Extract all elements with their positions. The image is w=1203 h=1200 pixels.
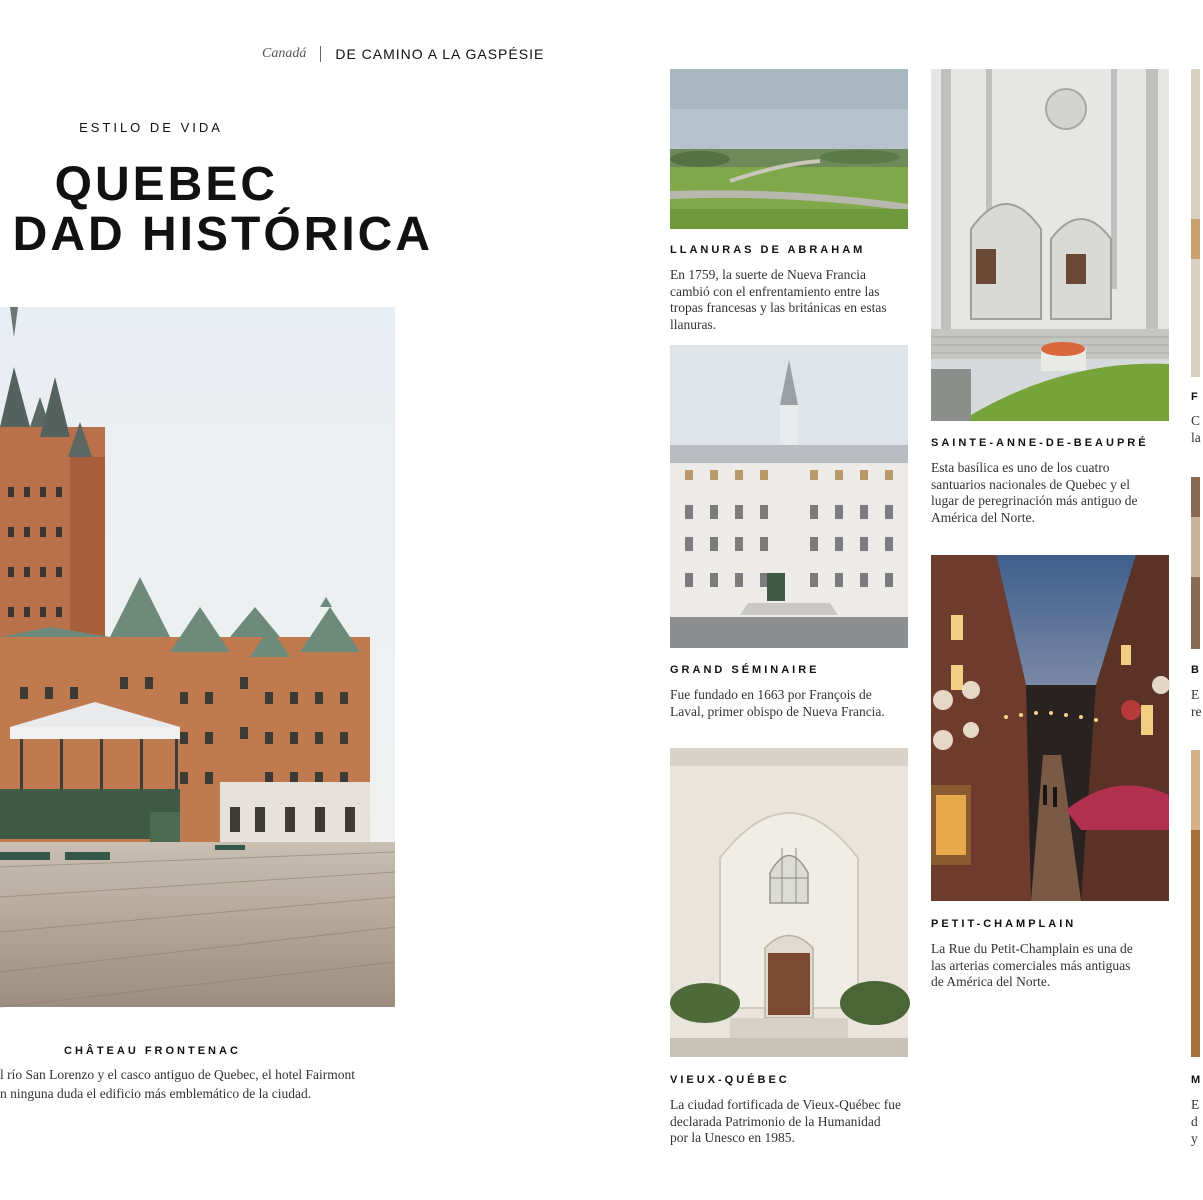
vieux-quebec-photo <box>670 748 908 1057</box>
feature-text-llanuras: En 1759, la suerte de Nueva Francia cambió con el enfrentamiento entre las tropas francesas y las británicas en estas llanuras. <box>670 267 887 332</box>
edge-item-3-line1: E <box>1191 1097 1200 1112</box>
sainte-anne-de-beaupre-photo <box>931 69 1169 421</box>
running-header <box>262 44 544 64</box>
edge-photo-1 <box>1191 69 1200 377</box>
edge-photo-3 <box>1191 750 1200 1057</box>
headline-line-1: QUEBEC <box>54 158 278 211</box>
feature-text-petit-champlain: La Rue du Petit-Champlain es una de las arterias comerciales más antiguas de América del Norte. <box>931 941 1133 989</box>
feature-text-vieux-quebec: La ciudad fortificada de Vieux-Québec fue declarada Patrimonio de la Humanidad por la Unesco en 1985. <box>670 1097 901 1145</box>
petit-champlain-photo <box>931 555 1169 901</box>
section-label: Canadá <box>262 46 307 61</box>
feature-text-chateau-frontenac-line2: n ninguna duda el edificio más emblemático de la ciudad. <box>0 1086 312 1101</box>
grand-seminaire-photo <box>670 345 908 648</box>
edge-item-1-title: F <box>1191 391 1201 403</box>
edge-item-3-line3: y <box>1191 1131 1198 1146</box>
header-divider <box>320 46 321 62</box>
feature-title-petit-champlain: PETIT-CHAMPLAIN <box>931 918 1077 930</box>
edge-item-2-line2: re <box>1191 704 1202 719</box>
edge-item-1-line1: C <box>1191 413 1201 428</box>
feature-title-grand-seminaire: GRAND SÉMINAIRE <box>670 664 820 676</box>
article-kicker: ESTILO DE VIDA <box>79 120 223 135</box>
header-title: DE CAMINO A LA GASPÉSIE <box>335 46 545 62</box>
llanuras-de-abraham-photo <box>670 69 908 229</box>
chateau-frontenac-photo <box>0 307 395 1007</box>
edge-item-2-line1: E <box>1191 687 1200 702</box>
feature-text-chateau-frontenac-line1: l río San Lorenzo y el casco antiguo de Quebec, el hotel Fairmont <box>0 1067 356 1082</box>
edge-item-3-title: M <box>1191 1074 1203 1086</box>
article-headline <box>0 160 433 260</box>
edge-photo-2 <box>1191 477 1200 649</box>
edge-item-3-line2: d <box>1191 1114 1198 1129</box>
edge-item-1-line2: la <box>1191 430 1201 445</box>
feature-text-grand-seminaire: Fue fundado en 1663 por François de Laval, primer obispo de Nueva Francia. <box>670 687 885 719</box>
feature-text-sainte-anne: Esta basílica es uno de los cuatro santuarios nacionales de Quebec y el lugar de peregrinación más antiguo de América del Norte. <box>931 460 1138 525</box>
feature-title-llanuras: LLANURAS DE ABRAHAM <box>670 244 866 256</box>
feature-title-chateau-frontenac: CHÂTEAU FRONTENAC <box>64 1045 241 1057</box>
feature-title-sainte-anne: SAINTE-ANNE-DE-BEAUPRÉ <box>931 437 1149 449</box>
edge-item-2-title: B <box>1191 664 1202 676</box>
feature-title-vieux-quebec: VIEUX-QUÉBEC <box>670 1074 790 1086</box>
headline-line-2: DAD HISTÓRICA <box>12 208 433 261</box>
